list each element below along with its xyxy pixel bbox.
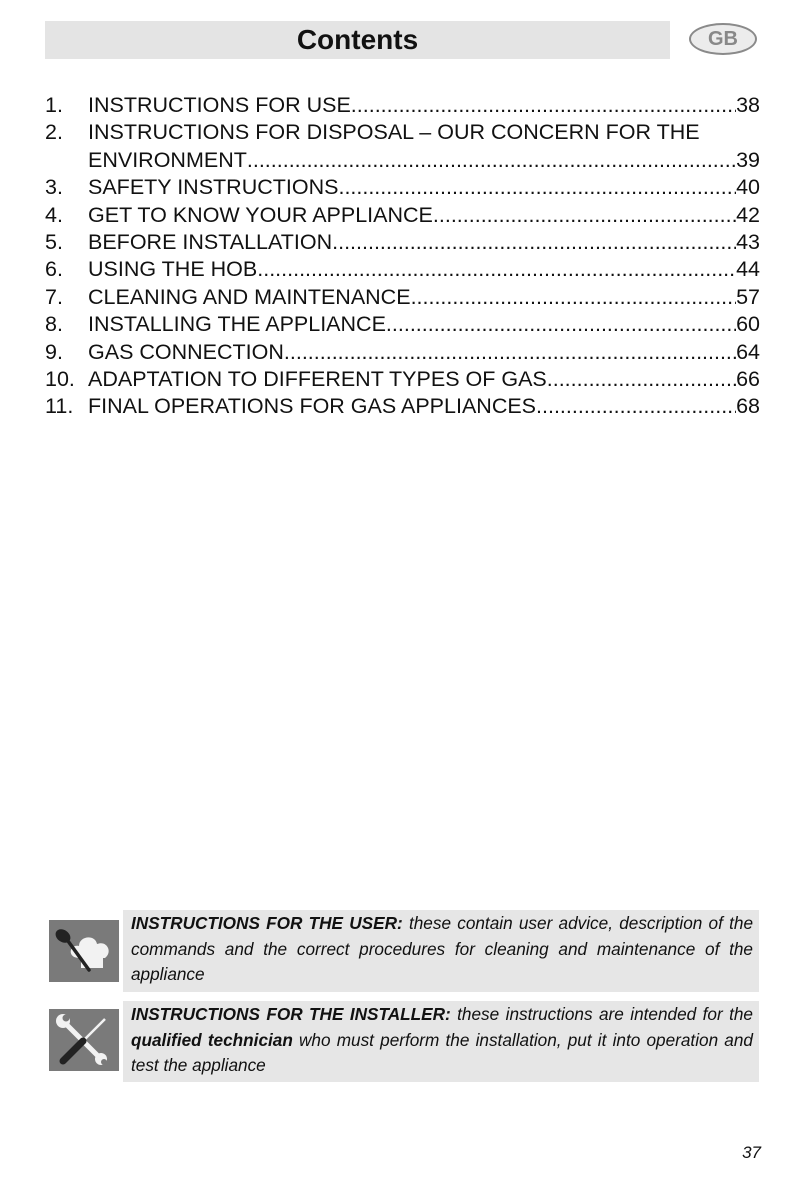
toc-number: 2. [45, 120, 63, 145]
toc-entry[interactable] [45, 311, 760, 338]
toc-entry[interactable] [45, 284, 760, 311]
toc-title: ADAPTATION TO DIFFERENT TYPES OF GAS [88, 367, 547, 392]
toc-entry[interactable] [45, 339, 760, 366]
user-instructions-note [49, 910, 759, 992]
toc-entry[interactable] [45, 393, 760, 420]
toc-title: INSTRUCTIONS FOR USE [88, 93, 351, 117]
user-note-body: these contain user advice, description of the commands and the correct procedures for cleaning and maintenance of the appliance [131, 913, 754, 984]
toc-number: 9. [45, 339, 63, 364]
toc-page: 64 [736, 339, 760, 364]
installer-note-label: INSTRUCTIONS FOR THE INSTALLER: [131, 1004, 451, 1024]
toc-leader [332, 229, 736, 256]
installer-note-emphasis: qualified technician [131, 1029, 293, 1050]
toc-entry[interactable] [45, 366, 760, 393]
toc-page: 40 [736, 175, 760, 200]
installer-instructions-note [49, 1001, 759, 1082]
toc-leader [411, 284, 737, 311]
toc-entry[interactable] [45, 256, 760, 283]
toc-page: 42 [736, 202, 760, 227]
user-note-label: INSTRUCTIONS FOR THE USER: [131, 913, 403, 933]
toc-title: SAFETY INSTRUCTIONS [88, 175, 339, 200]
toc-leader [257, 256, 736, 283]
toc-number: 10. [45, 367, 75, 392]
toc-number: 6. [45, 257, 63, 282]
toc-page: 39 [736, 147, 760, 172]
toc-title: BEFORE INSTALLATION [88, 230, 333, 255]
toc-number: 11. [45, 394, 74, 419]
installer-note-body-before: these instructions are intended for the [457, 1004, 753, 1024]
toc-leader [338, 174, 736, 201]
toc-page: 57 [736, 284, 760, 309]
toc-number: 8. [45, 312, 63, 337]
toc-leader [247, 147, 736, 174]
toc-page: 66 [736, 367, 760, 392]
toc-title: INSTALLING THE APPLIANCE [88, 312, 386, 337]
page-number: 37 [742, 1143, 761, 1162]
user-note-text [123, 910, 759, 992]
toc-title: FINAL OPERATIONS FOR GAS APPLIANCES [88, 394, 537, 419]
toc-leader [386, 311, 736, 338]
chef-spoon-icon [49, 920, 119, 982]
title-bar [45, 21, 670, 59]
language-badge: GB [689, 23, 757, 55]
toc-title: CLEANING AND MAINTENANCE [88, 284, 411, 309]
toc-title: GET TO KNOW YOUR APPLIANCE [88, 202, 433, 227]
toc-number: 7. [45, 284, 63, 309]
toc-leader [433, 202, 736, 229]
toc-title-continued: ENVIRONMENT [88, 147, 247, 172]
toc-page: 68 [736, 394, 760, 419]
toc-leader [547, 366, 736, 393]
table-of-contents [45, 92, 760, 421]
toc-title: USING THE HOB [88, 257, 258, 282]
toc-entry[interactable] [45, 229, 760, 256]
toc-number: 5. [45, 230, 63, 255]
toc-page: 43 [736, 230, 760, 255]
toc-entry[interactable] [45, 92, 760, 119]
wrench-screwdriver-icon [49, 1009, 119, 1071]
toc-title: INSTRUCTIONS FOR DISPOSAL – OUR CONCERN FOR THE [88, 120, 700, 145]
toc-entry[interactable] [45, 174, 760, 201]
page-title: Contents [296, 24, 419, 55]
toc-leader [284, 339, 736, 366]
installer-note-body-after: who must perform the installation, put it into operation and test the appliance [131, 1029, 753, 1075]
toc-page: 44 [736, 257, 760, 282]
toc-leader [351, 92, 736, 119]
toc-leader [536, 393, 736, 420]
toc-number: 1. [45, 93, 63, 117]
toc-page: 38 [736, 93, 760, 117]
installer-note-text [123, 1001, 759, 1082]
toc-number: 3. [45, 175, 63, 200]
toc-entry[interactable] [45, 119, 760, 174]
toc-entry[interactable] [45, 202, 760, 229]
toc-number: 4. [45, 202, 63, 227]
toc-page: 60 [736, 312, 760, 337]
toc-title: GAS CONNECTION [88, 339, 284, 364]
